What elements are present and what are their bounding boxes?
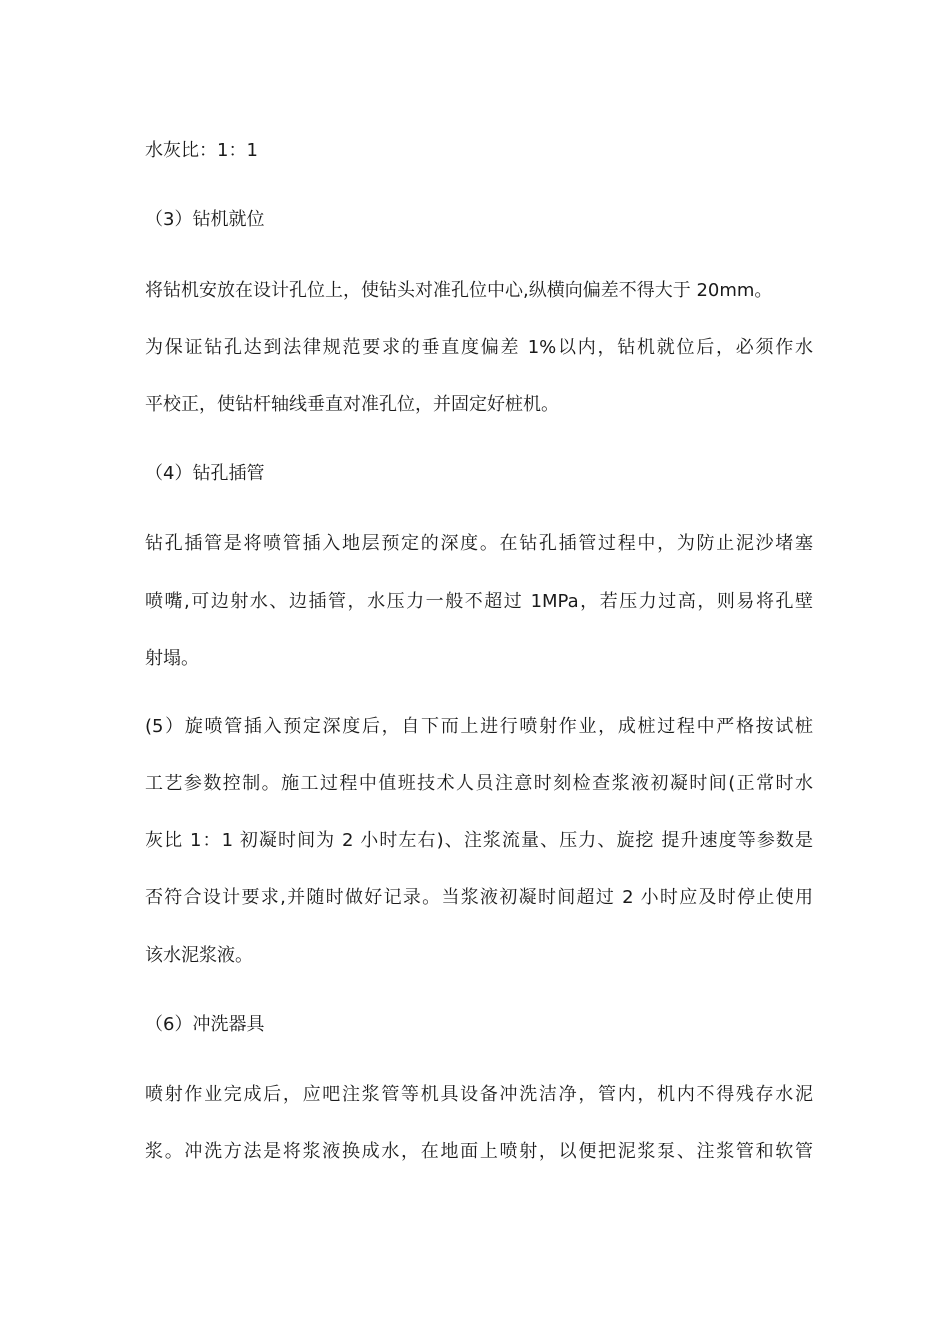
paragraph-line: 工艺参数控制。施工过程中值班技术人员注意时刻检查浆液初凝时间(正常时水 (145, 773, 813, 794)
paragraph-line: 喷嘴,可边射水、边插管，水压力一般不超过 1MPa，若压力过高，则易将孔壁 (145, 591, 813, 612)
section-heading-drill-positioning: （3）钻机就位 (145, 209, 265, 230)
paragraph-line: (5）旋喷管插入预定深度后，自下而上进行喷射作业，成桩过程中严格按试桩 (145, 716, 813, 737)
paragraph-line: 为保证钻孔达到法律规范要求的垂直度偏差 1%以内，钻机就位后，必须作水 (145, 337, 813, 358)
paragraph-line: 该水泥浆液。 (145, 945, 253, 966)
water-cement-ratio-line: 水灰比：1：1 (145, 140, 258, 161)
paragraph-line: 灰比 1：1 初凝时间为 2 小时左右)、注浆流量、压力、旋挖 提升速度等参数是 (145, 830, 813, 851)
section-heading-rinse-equipment: （6）冲洗器具 (145, 1014, 265, 1035)
paragraph-line: 喷射作业完成后，应吧注浆管等机具设备冲洗洁净，管内，机内不得残存水泥 (145, 1084, 813, 1105)
paragraph-line: 射塌。 (145, 648, 199, 669)
section-heading-drill-pipe-insertion: （4）钻孔插管 (145, 463, 265, 484)
paragraph-line: 钻孔插管是将喷管插入地层预定的深度。在钻孔插管过程中，为防止泥沙堵塞 (145, 533, 813, 554)
paragraph-line: 否符合设计要求,并随时做好记录。当浆液初凝时间超过 2 小时应及时停止使用 (145, 887, 813, 908)
paragraph-line: 平校正，使钻杆轴线垂直对准孔位，并固定好桩机。 (145, 394, 559, 415)
paragraph-line: 将钻机安放在设计孔位上，使钻头对准孔位中心,纵横向偏差不得大于 20mm。 (145, 280, 773, 301)
paragraph-line: 浆。冲洗方法是将浆液换成水，在地面上喷射，以便把泥浆泵、注浆管和软管 (145, 1141, 813, 1162)
